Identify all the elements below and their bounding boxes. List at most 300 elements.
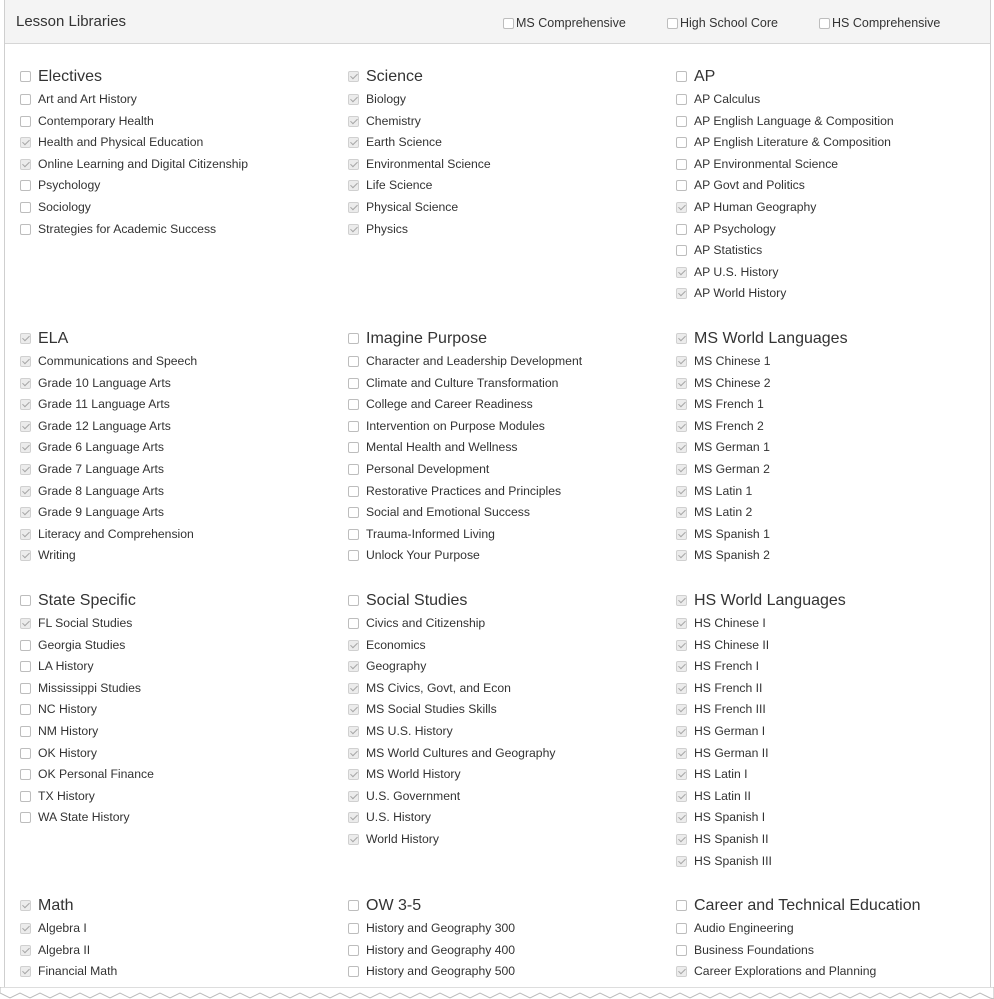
library-item[interactable]	[20, 376, 340, 398]
item-checkbox[interactable]	[676, 245, 687, 256]
torn-edge	[0, 987, 994, 999]
library-item[interactable]	[676, 200, 991, 222]
item-checkbox[interactable]	[676, 791, 687, 802]
group-career-and-technical-education	[676, 897, 991, 986]
item-checkbox[interactable]	[676, 399, 687, 410]
group-header[interactable]	[348, 592, 668, 612]
item-checkbox[interactable]	[20, 791, 31, 802]
library-item[interactable]	[676, 376, 991, 398]
item-checkbox[interactable]	[676, 442, 687, 453]
item-label: Intervention on Purpose Modules	[366, 418, 545, 433]
library-item[interactable]	[348, 354, 668, 376]
item-checkbox[interactable]	[348, 834, 359, 845]
item-checkbox[interactable]	[676, 94, 687, 105]
item-checkbox[interactable]	[348, 116, 359, 127]
panel-header	[5, 0, 990, 44]
item-checkbox[interactable]	[20, 529, 31, 540]
item-label: Literacy and Comprehension	[38, 526, 194, 541]
library-item[interactable]	[20, 354, 340, 376]
library-item[interactable]	[348, 178, 668, 200]
item-checkbox[interactable]	[20, 945, 31, 956]
library-item[interactable]	[348, 616, 668, 638]
item-label: NC History	[38, 702, 97, 717]
item-label: College and Career Readiness	[366, 397, 533, 412]
item-label: HS German II	[694, 745, 769, 760]
library-item[interactable]	[348, 222, 668, 244]
library-item[interactable]	[20, 616, 340, 638]
item-label: Contemporary Health	[38, 113, 154, 128]
item-label: MS Social Studies Skills	[366, 702, 497, 717]
group-header[interactable]	[348, 897, 668, 917]
item-checkbox[interactable]	[348, 661, 359, 672]
item-label: TX History	[38, 788, 95, 803]
item-checkbox[interactable]	[348, 507, 359, 518]
item-checkbox[interactable]	[348, 356, 359, 367]
item-checkbox[interactable]	[20, 486, 31, 497]
item-checkbox[interactable]	[20, 378, 31, 389]
option-label: High School Core	[680, 16, 778, 30]
group-checkbox[interactable]	[20, 333, 31, 344]
item-checkbox[interactable]	[348, 378, 359, 389]
group-checkbox[interactable]	[20, 71, 31, 82]
library-item[interactable]	[20, 659, 340, 681]
library-item[interactable]	[676, 462, 991, 484]
library-item[interactable]	[676, 724, 991, 746]
library-item[interactable]	[676, 943, 991, 965]
item-label: MS World Cultures and Geography	[366, 745, 556, 760]
item-checkbox[interactable]	[348, 791, 359, 802]
item-checkbox[interactable]	[20, 923, 31, 934]
item-checkbox[interactable]	[676, 834, 687, 845]
library-item[interactable]	[676, 854, 991, 876]
item-checkbox[interactable]	[20, 421, 31, 432]
library-item[interactable]	[676, 505, 991, 527]
item-label: MS World History	[366, 767, 461, 782]
library-item[interactable]	[20, 921, 340, 943]
item-checkbox[interactable]	[348, 421, 359, 432]
library-item[interactable]	[676, 548, 991, 570]
library-item[interactable]	[348, 789, 668, 811]
library-item[interactable]	[676, 419, 991, 441]
group-header[interactable]	[20, 592, 340, 612]
library-item[interactable]	[676, 659, 991, 681]
item-checkbox[interactable]	[676, 224, 687, 235]
library-item[interactable]	[348, 548, 668, 570]
item-checkbox[interactable]	[348, 137, 359, 148]
high-school-core-option[interactable]	[667, 16, 778, 30]
item-label: Audio Engineering	[694, 921, 794, 935]
group-state-specific	[20, 592, 340, 832]
item-label: AP U.S. History	[694, 264, 779, 279]
group-social-studies	[348, 592, 668, 854]
library-item[interactable]	[20, 702, 340, 724]
library-item[interactable]	[348, 659, 668, 681]
item-checkbox[interactable]	[676, 769, 687, 780]
item-checkbox[interactable]	[20, 683, 31, 694]
group-checkbox[interactable]	[676, 595, 687, 606]
item-label: U.S. Government	[366, 788, 461, 803]
group-checkbox[interactable]	[348, 900, 359, 911]
item-checkbox[interactable]	[348, 180, 359, 191]
item-checkbox[interactable]	[676, 529, 687, 540]
item-label: Climate and Culture Transformation	[366, 375, 559, 390]
item-label: Restorative Practices and Principles	[366, 483, 562, 498]
library-item[interactable]	[348, 92, 668, 114]
item-label: FL Social Studies	[38, 616, 133, 630]
library-item[interactable]	[676, 157, 991, 179]
library-item[interactable]	[676, 92, 991, 114]
library-item[interactable]	[348, 462, 668, 484]
item-checkbox[interactable]	[20, 464, 31, 475]
item-checkbox[interactable]	[348, 464, 359, 475]
library-item[interactable]	[348, 484, 668, 506]
item-checkbox[interactable]	[20, 159, 31, 170]
item-label: Georgia Studies	[38, 637, 126, 652]
item-checkbox[interactable]	[676, 180, 687, 191]
library-item[interactable]	[20, 964, 340, 986]
library-item[interactable]	[20, 767, 340, 789]
group-electives	[20, 68, 340, 243]
item-label: MS Chinese 2	[694, 375, 771, 390]
item-checkbox[interactable]	[20, 640, 31, 651]
library-item[interactable]	[676, 638, 991, 660]
library-item[interactable]	[348, 527, 668, 549]
library-item[interactable]	[20, 92, 340, 114]
item-checkbox[interactable]	[676, 421, 687, 432]
item-checkbox[interactable]	[676, 923, 687, 934]
item-label: Art and Art History	[38, 92, 137, 106]
group-header[interactable]	[348, 330, 668, 350]
item-checkbox[interactable]	[676, 618, 687, 629]
library-item[interactable]	[676, 681, 991, 703]
item-checkbox[interactable]	[348, 94, 359, 105]
item-checkbox[interactable]	[20, 769, 31, 780]
library-item[interactable]	[348, 832, 668, 854]
library-item[interactable]	[20, 638, 340, 660]
item-label: Financial Math	[38, 964, 118, 979]
group-header[interactable]	[676, 897, 991, 917]
group-checkbox[interactable]	[20, 900, 31, 911]
group-checkbox[interactable]	[20, 595, 31, 606]
item-checkbox[interactable]	[676, 704, 687, 715]
library-item[interactable]	[20, 724, 340, 746]
item-checkbox[interactable]	[676, 966, 687, 977]
item-label: HS Spanish II	[694, 831, 769, 846]
hs-comprehensive-option[interactable]	[819, 16, 940, 30]
item-checkbox[interactable]	[20, 137, 31, 148]
item-checkbox[interactable]	[348, 812, 359, 823]
library-item[interactable]	[348, 419, 668, 441]
item-checkbox[interactable]	[676, 748, 687, 759]
library-item[interactable]	[20, 548, 340, 570]
item-label: History and Geography 500	[366, 964, 516, 979]
item-label: MS French 1	[694, 397, 764, 412]
item-checkbox[interactable]	[20, 966, 31, 977]
group-ms-world-languages	[676, 330, 991, 570]
library-item[interactable]	[348, 681, 668, 703]
library-item[interactable]	[676, 484, 991, 506]
item-checkbox[interactable]	[676, 137, 687, 148]
library-item[interactable]	[348, 135, 668, 157]
library-item[interactable]	[676, 440, 991, 462]
library-item[interactable]	[348, 505, 668, 527]
library-item[interactable]	[348, 114, 668, 136]
library-item[interactable]	[20, 200, 340, 222]
item-label: HS French I	[694, 659, 760, 674]
item-checkbox[interactable]	[348, 618, 359, 629]
library-item[interactable]	[676, 354, 991, 376]
library-item[interactable]	[348, 746, 668, 768]
item-label: Sociology	[38, 199, 91, 214]
item-label: Algebra I	[38, 921, 87, 935]
item-label: AP Statistics	[694, 243, 763, 258]
group-header[interactable]	[20, 330, 340, 350]
item-checkbox[interactable]	[348, 966, 359, 977]
item-checkbox[interactable]	[20, 726, 31, 737]
item-checkbox[interactable]	[676, 486, 687, 497]
group-title: Science	[366, 68, 423, 85]
library-item[interactable]	[676, 135, 991, 157]
library-item[interactable]	[20, 222, 340, 244]
item-label: AP English Literature & Composition	[694, 135, 891, 150]
library-item[interactable]	[20, 505, 340, 527]
group-checkbox[interactable]	[348, 595, 359, 606]
item-checkbox[interactable]	[348, 704, 359, 715]
item-label: AP World History	[694, 286, 787, 301]
library-item[interactable]	[676, 767, 991, 789]
library-item[interactable]	[676, 789, 991, 811]
item-checkbox[interactable]	[20, 180, 31, 191]
item-checkbox[interactable]	[348, 748, 359, 759]
library-item[interactable]	[20, 419, 340, 441]
item-label: OK History	[38, 745, 97, 760]
item-checkbox[interactable]	[348, 442, 359, 453]
item-label: AP Calculus	[694, 92, 761, 106]
item-checkbox[interactable]	[676, 464, 687, 475]
group-title: ELA	[38, 330, 69, 347]
library-item[interactable]	[348, 440, 668, 462]
group-title: Electives	[38, 68, 103, 85]
library-item[interactable]	[348, 921, 668, 943]
item-checkbox[interactable]	[20, 507, 31, 518]
library-item[interactable]	[20, 810, 340, 832]
library-item[interactable]	[348, 702, 668, 724]
item-checkbox[interactable]	[348, 399, 359, 410]
item-checkbox[interactable]	[20, 202, 31, 213]
library-item[interactable]	[676, 265, 991, 287]
library-item[interactable]	[348, 964, 668, 986]
item-checkbox[interactable]	[676, 159, 687, 170]
item-checkbox[interactable]	[20, 356, 31, 367]
item-label: U.S. History	[366, 810, 432, 825]
item-checkbox[interactable]	[348, 769, 359, 780]
item-checkbox[interactable]	[20, 704, 31, 715]
item-label: LA History	[38, 659, 94, 674]
library-item[interactable]	[20, 114, 340, 136]
group-header[interactable]	[676, 68, 991, 88]
item-label: Trauma-Informed Living	[366, 526, 495, 541]
item-checkbox[interactable]	[676, 640, 687, 651]
item-checkbox[interactable]	[20, 224, 31, 235]
group-checkbox[interactable]	[348, 71, 359, 82]
library-item[interactable]	[676, 616, 991, 638]
item-label: Physics	[366, 221, 408, 236]
item-checkbox[interactable]	[20, 442, 31, 453]
item-checkbox[interactable]	[348, 202, 359, 213]
library-item[interactable]	[20, 484, 340, 506]
item-checkbox[interactable]	[676, 726, 687, 737]
item-checkbox[interactable]	[348, 529, 359, 540]
item-label: HS Latin II	[694, 788, 751, 803]
library-item[interactable]	[20, 462, 340, 484]
item-checkbox[interactable]	[676, 356, 687, 367]
library-item[interactable]	[676, 921, 991, 943]
item-checkbox[interactable]	[348, 945, 359, 956]
group-checkbox[interactable]	[348, 333, 359, 344]
item-checkbox[interactable]	[20, 94, 31, 105]
library-item[interactable]	[676, 746, 991, 768]
item-label: Grade 12 Language Arts	[38, 418, 171, 433]
library-item[interactable]	[20, 681, 340, 703]
item-label: HS Spanish III	[694, 853, 772, 868]
library-item[interactable]	[20, 943, 340, 965]
group-title: AP	[694, 68, 716, 85]
group-ela	[20, 330, 340, 570]
group-header[interactable]	[348, 68, 668, 88]
library-item[interactable]	[20, 397, 340, 419]
item-label: Social and Emotional Success	[366, 505, 530, 520]
library-item[interactable]	[20, 527, 340, 549]
item-label: MS Latin 2	[694, 505, 753, 520]
item-checkbox[interactable]	[676, 812, 687, 823]
item-checkbox[interactable]	[676, 288, 687, 299]
library-item[interactable]	[20, 789, 340, 811]
item-label: Environmental Science	[366, 156, 491, 171]
library-item[interactable]	[348, 943, 668, 965]
item-label: Grade 11 Language Arts	[38, 397, 170, 412]
item-checkbox[interactable]	[676, 550, 687, 561]
item-checkbox[interactable]	[676, 116, 687, 127]
library-item[interactable]	[676, 397, 991, 419]
library-item[interactable]	[676, 702, 991, 724]
library-item[interactable]	[348, 767, 668, 789]
item-checkbox[interactable]	[20, 399, 31, 410]
item-label: Algebra II	[38, 942, 91, 957]
library-item[interactable]	[348, 200, 668, 222]
library-item[interactable]	[676, 832, 991, 854]
item-checkbox[interactable]	[676, 683, 687, 694]
checkbox[interactable]	[503, 18, 514, 29]
item-checkbox[interactable]	[348, 224, 359, 235]
item-checkbox[interactable]	[20, 812, 31, 823]
item-label: AP Govt and Politics	[694, 178, 805, 193]
item-label: MS Spanish 1	[694, 526, 770, 541]
group-header[interactable]	[20, 68, 340, 88]
group-header[interactable]	[676, 330, 991, 350]
library-item[interactable]	[676, 810, 991, 832]
item-checkbox[interactable]	[676, 267, 687, 278]
item-checkbox[interactable]	[348, 550, 359, 561]
library-item[interactable]	[676, 964, 991, 986]
group-checkbox[interactable]	[676, 71, 687, 82]
group-checkbox[interactable]	[676, 900, 687, 911]
item-checkbox[interactable]	[20, 116, 31, 127]
item-checkbox[interactable]	[20, 748, 31, 759]
item-checkbox[interactable]	[348, 683, 359, 694]
group-checkbox[interactable]	[676, 333, 687, 344]
library-item[interactable]	[20, 440, 340, 462]
group-header[interactable]	[676, 592, 991, 612]
item-label: AP Human Geography	[694, 199, 817, 214]
group-science	[348, 68, 668, 243]
item-label: HS Chinese I	[694, 616, 766, 630]
item-label: AP English Language & Composition	[694, 113, 894, 128]
item-checkbox[interactable]	[348, 726, 359, 737]
item-checkbox[interactable]	[676, 856, 687, 867]
item-label: WA State History	[38, 810, 130, 825]
item-checkbox[interactable]	[20, 618, 31, 629]
item-checkbox[interactable]	[348, 159, 359, 170]
library-item[interactable]	[348, 724, 668, 746]
item-checkbox[interactable]	[20, 661, 31, 672]
item-label: Grade 10 Language Arts	[38, 375, 171, 390]
group-title: Career and Technical Education	[694, 897, 921, 914]
item-checkbox[interactable]	[348, 640, 359, 651]
library-item[interactable]	[20, 157, 340, 179]
item-label: MS U.S. History	[366, 723, 453, 738]
library-item[interactable]	[676, 286, 991, 308]
item-label: AP Psychology	[694, 221, 776, 236]
item-label: NM History	[38, 723, 99, 738]
library-item[interactable]	[20, 178, 340, 200]
library-item[interactable]	[676, 178, 991, 200]
group-imagine-purpose	[348, 330, 668, 570]
item-label: MS Chinese 1	[694, 354, 771, 368]
library-item[interactable]	[348, 157, 668, 179]
item-checkbox[interactable]	[676, 945, 687, 956]
group-title: State Specific	[38, 592, 136, 609]
item-checkbox[interactable]	[676, 202, 687, 213]
item-label: Chemistry	[366, 113, 421, 128]
group-title: Imagine Purpose	[366, 330, 487, 347]
item-label: Life Science	[366, 178, 433, 193]
library-item[interactable]	[20, 135, 340, 157]
library-item[interactable]	[348, 810, 668, 832]
library-item[interactable]	[676, 243, 991, 265]
item-checkbox[interactable]	[348, 486, 359, 497]
checkbox[interactable]	[819, 18, 830, 29]
library-item[interactable]	[676, 222, 991, 244]
library-item[interactable]	[20, 746, 340, 768]
library-item[interactable]	[676, 114, 991, 136]
item-label: Earth Science	[366, 135, 442, 150]
library-item[interactable]	[676, 527, 991, 549]
library-item[interactable]	[348, 638, 668, 660]
group-header[interactable]	[20, 897, 340, 917]
item-checkbox[interactable]	[676, 507, 687, 518]
group-title: HS World Languages	[694, 592, 846, 609]
item-checkbox[interactable]	[676, 378, 687, 389]
item-checkbox[interactable]	[348, 923, 359, 934]
item-checkbox[interactable]	[676, 661, 687, 672]
ms-comprehensive-option[interactable]	[503, 16, 626, 30]
item-checkbox[interactable]	[20, 550, 31, 561]
library-item[interactable]	[348, 376, 668, 398]
checkbox[interactable]	[667, 18, 678, 29]
item-label: Unlock Your Purpose	[366, 548, 480, 563]
library-item[interactable]	[348, 397, 668, 419]
item-label: History and Geography 300	[366, 921, 516, 935]
